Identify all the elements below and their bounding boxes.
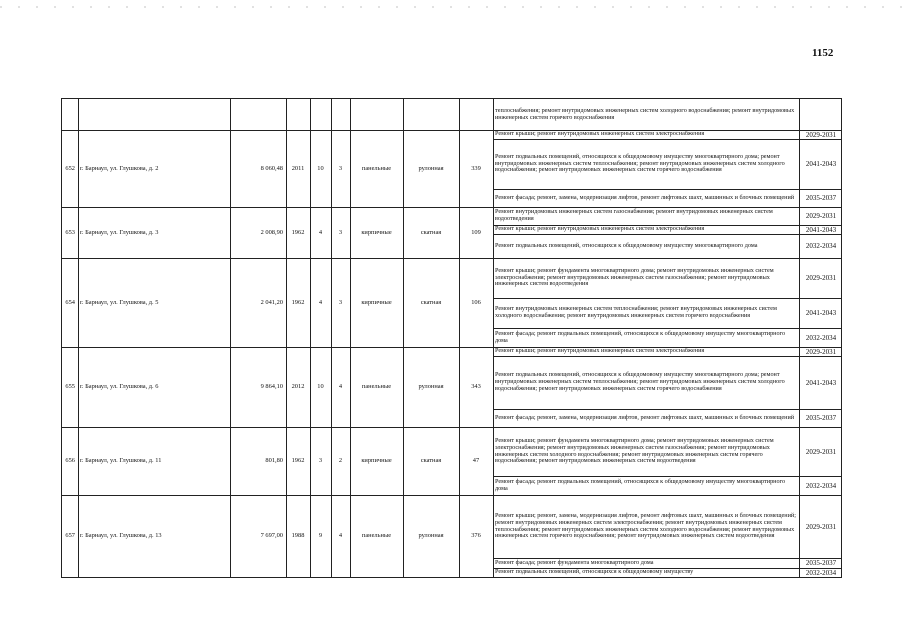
- period-divider: [799, 139, 800, 189]
- cell-walls: [350, 99, 403, 130]
- cell-floors: [310, 99, 331, 130]
- cell-area: [230, 99, 286, 130]
- page-number: 1152: [812, 47, 834, 59]
- cell-area: 2 008,90: [260, 228, 283, 236]
- cell-roof: рулонная: [418, 532, 444, 540]
- cell-floors: 9: [318, 532, 323, 540]
- cell-apartments: 343: [471, 383, 481, 391]
- cell-entrances: 2: [338, 457, 343, 465]
- cell-year: 1962: [291, 228, 305, 236]
- period-divider: [799, 298, 800, 328]
- work-period: 2029-2031: [805, 274, 837, 282]
- cell-roof: скатная: [420, 228, 442, 236]
- scan-artifact: [0, 6, 905, 8]
- cell-area: 2 041,20: [260, 298, 283, 306]
- work-description: Ремонт крыши; ремонт фундамента многоквартирного дома; ремонт внутридомовых инженерных систем электроснабжения; ремонт внутридомовых инженерных систем газоснабжения; ремонт внутридомовых инженерных систем холодного водоснабжения; ремонт внутридомовых инженерных систем горячего водоснабжения; ремонт внутридомовых инженерных систем водоотведения: [495, 436, 774, 465]
- cell-apartments: 109: [471, 228, 481, 236]
- work-description: Ремонт подвальных помещений, относящихся к общедомовому имуществу: [495, 568, 694, 576]
- work-period: 2041-2043: [805, 160, 837, 168]
- period-divider: [799, 328, 800, 347]
- period-divider: [799, 558, 800, 568]
- cell-entrances: 3: [338, 164, 343, 172]
- cell-apartments: 106: [471, 298, 481, 306]
- cell-year: 2012: [291, 383, 305, 391]
- cell-apartments: [459, 99, 493, 130]
- cell-floors: 4: [318, 298, 323, 306]
- repair-schedule-table: [61, 98, 842, 578]
- cell-address: г. Барнаул, ул. Глушкова, д. 5: [80, 298, 159, 306]
- cell-apartments: 376: [471, 532, 481, 540]
- cell-area: 8 060,48: [260, 164, 283, 172]
- period-divider: [799, 234, 800, 258]
- period-divider: [799, 356, 800, 409]
- cell-area: 9 864,10: [260, 383, 283, 391]
- cell-roof: рулонная: [418, 383, 444, 391]
- cell-floors: 10: [317, 383, 324, 391]
- period-divider: [799, 495, 800, 558]
- work-period: 2041-2043: [805, 378, 837, 387]
- cell-floors: 4: [318, 228, 323, 236]
- work-period: 2032-2034: [805, 481, 837, 490]
- work-period: 2032-2034: [805, 568, 837, 577]
- cell-year: 1988: [291, 532, 305, 540]
- work-period: 2029-2031: [805, 447, 837, 456]
- cell-walls: кирпичные: [361, 298, 392, 306]
- cell-address: г. Барнаул, ул. Глушкова, д. 3: [80, 228, 159, 236]
- cell-apartments: 339: [471, 164, 481, 172]
- period-divider: [799, 130, 800, 139]
- period-divider: [799, 258, 800, 298]
- work-description: Ремонт внутридомовых инженерных систем теплоснабжения; ремонт внутридомовых инженерных систем холодного водоснабжения; ремонт внутридомовых инженерных систем горячего водоснабжения: [495, 305, 777, 319]
- cell-walls: панельные: [361, 532, 392, 540]
- work-description: Ремонт фасада; ремонт фундамента многоквартирного дома: [495, 558, 654, 566]
- cell-roof: рулонная: [418, 164, 444, 172]
- work-description: Ремонт крыши; ремонт внутридомовых инженерных систем электроснабжения: [495, 130, 705, 138]
- cell-address: г. Барнаул, ул. Глушкова, д. 6: [80, 383, 159, 391]
- period-divider: [799, 207, 800, 225]
- period-divider: [799, 427, 800, 476]
- cell-year: 2011: [291, 164, 305, 172]
- work-period: 2041-2043: [805, 225, 837, 234]
- cell-walls: кирпичные: [361, 457, 392, 465]
- work-period: 2029-2031: [805, 130, 837, 139]
- cell-entrances: [331, 99, 350, 130]
- cell-area: 801,80: [265, 457, 283, 465]
- cell-id: [62, 99, 78, 130]
- work-description: Ремонт крыши; ремонт фундамента многоквартирного дома; ремонт внутридомовых инженерных систем электроснабжения; ремонт внутридомовых инженерных систем газоснабжения; ремонт внутридомовых инженерных систем водоотведения: [495, 266, 774, 288]
- work-period: 2041-2043: [805, 309, 837, 317]
- cell-entrances: 3: [338, 298, 343, 306]
- work-period: 2032-2034: [805, 333, 837, 342]
- period-divider: [799, 409, 800, 427]
- work-period: 2029-2031: [805, 347, 837, 356]
- work-period: 2029-2031: [805, 522, 837, 531]
- work-description: Ремонт подвальных помещений, относящихся к общедомовому имуществу многоквартирного дома; ремонт внутридомовых инженерных систем теплоснабжения; ремонт внутридомовых инженерных систем холодного водоснабжения; ремонт внутридомовых инженерных систем горячего водоснабжения: [495, 152, 785, 174]
- cell-roof: скатная: [420, 298, 442, 306]
- period-divider: [799, 347, 800, 356]
- work-description: Ремонт фасада; ремонт, замена, модернизация лифтов, ремонт лифтовых шахт, машинных и блочных помещений: [495, 413, 795, 421]
- work-description: Ремонт фасада; ремонт подвальных помещений, относящихся к общедомовому имуществу многоквартирного дома: [495, 477, 786, 492]
- work-description: Ремонт подвальных помещений, относящихся к общедомовому имуществу многоквартирного дома; ремонт внутридомовых инженерных систем теплоснабжения; ремонт внутридомовых инженерных систем холодного водоснабжения; ремонт внутридомовых инженерных систем горячего водоснабжения: [495, 371, 785, 392]
- cell-address: г. Барнаул, ул. Глушкова, д. 13: [80, 532, 162, 540]
- cell-id: 657: [65, 532, 75, 540]
- cell-year: 1962: [291, 457, 305, 465]
- cell-entrances: 4: [338, 532, 343, 540]
- work-period: 2035-2037: [805, 194, 837, 202]
- work-description: теплоснабжения; ремонт внутридомовых инженерных систем холодного водоснабжения; ремонт внутридомовых инженерных систем горячего водоснабжения: [495, 106, 795, 121]
- cell-id: 656: [65, 457, 75, 465]
- cell-floors: 10: [317, 164, 324, 172]
- work-period: 2035-2037: [805, 559, 837, 567]
- cell-address: [78, 99, 230, 130]
- work-period: 2029-2031: [805, 212, 837, 220]
- period-divider: [799, 189, 800, 207]
- cell-entrances: 4: [338, 383, 343, 391]
- cell-address: г. Барнаул, ул. Глушкова, д. 2: [80, 164, 159, 172]
- cell-walls: панельные: [361, 164, 392, 172]
- period-divider: [799, 225, 800, 234]
- cell-roof: [403, 99, 459, 130]
- cell-apartments: 47: [472, 457, 480, 465]
- work-description: Ремонт внутридомовых инженерных систем газоснабжения; ремонт внутридомовых инженерных систем водоотведения: [495, 208, 773, 222]
- work-description: Ремонт подвальных помещений, относящихся к общедомовому имуществу многоквартирного дома: [495, 241, 758, 249]
- work-period: [800, 99, 842, 130]
- cell-walls: панельные: [361, 383, 392, 391]
- cell-area: 7 697,00: [260, 532, 283, 540]
- cell-id: 653: [65, 228, 75, 236]
- cell-year: 1962: [291, 298, 305, 306]
- period-divider: [799, 99, 800, 130]
- cell-floors: 3: [318, 457, 323, 465]
- work-description: Ремонт крыши; ремонт внутридомовых инженерных систем электроснабжения: [495, 347, 705, 355]
- work-description: Ремонт крыши; ремонт, замена, модернизация лифтов, ремонт лифтовых шахт, машинных и блочных помещений; ремонт внутридомовых инженерных систем электроснабжения; ремонт внутридомовых инженерных систем теплоснабжения; ремонт внутридомовых инженерных систем холодного водоснабжения; ремонт внутридомовых инженерных систем горячего водоснабжения; ремонт внутридомовых инженерных систем водоотведения: [495, 511, 796, 540]
- cell-id: 652: [65, 164, 75, 172]
- cell-walls: кирпичные: [361, 228, 392, 236]
- period-divider: [799, 476, 800, 495]
- cell-id: 654: [65, 298, 75, 306]
- work-description: Ремонт крыши; ремонт внутридомовых инженерных систем электроснабжения: [495, 225, 705, 233]
- cell-entrances: 3: [338, 228, 343, 236]
- work-period: 2032-2034: [805, 242, 837, 250]
- cell-roof: скатная: [420, 457, 442, 465]
- work-description: Ремонт фасада; ремонт подвальных помещений, относящихся к общедомовому имуществу многоквартирного дома: [495, 329, 786, 344]
- cell-year: [286, 99, 310, 130]
- period-divider: [799, 568, 800, 577]
- cell-address: г. Барнаул, ул. Глушкова, д. 11: [80, 457, 162, 465]
- work-description: Ремонт фасада; ремонт, замена, модернизация лифтов, ремонт лифтовых шахт, машинных и блочных помещений: [495, 193, 795, 201]
- work-period: 2035-2037: [805, 414, 837, 422]
- cell-id: 655: [65, 383, 75, 391]
